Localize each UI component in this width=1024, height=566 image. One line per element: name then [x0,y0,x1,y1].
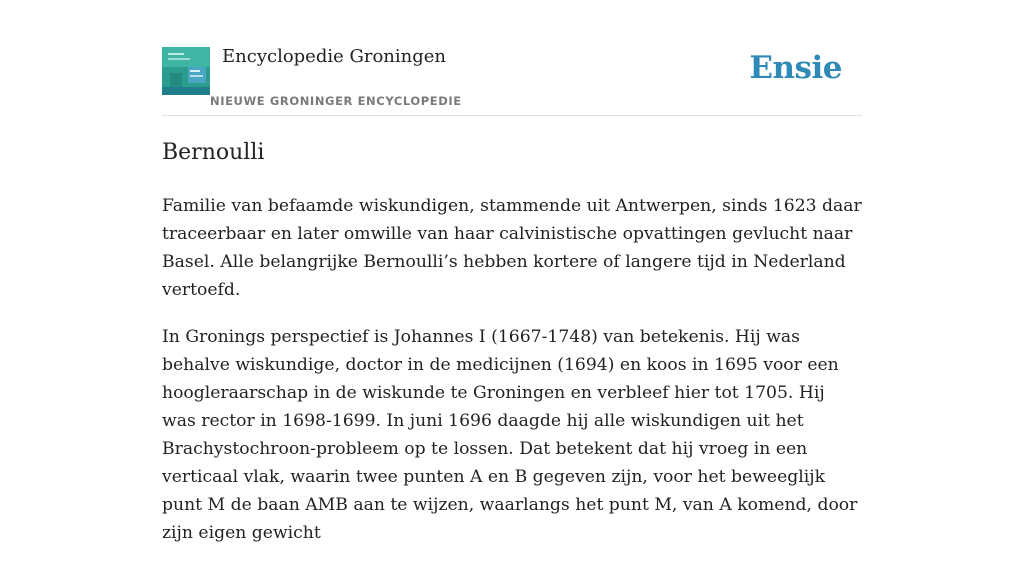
site-logo[interactable] [162,47,210,95]
article-title: Bernoulli [162,140,265,165]
site-title[interactable]: Encyclopedie Groningen [222,46,447,67]
article-body [162,192,862,566]
article-paragraph: Familie van befaamde wiskundigen, stammende uit Antwerpen, sinds 1623 daar traceerbaar en later omwille van haar calvinistische opvattingen gevlucht naar Basel. Alle belangrijke Bernoulli’s hebben kortere of langere tijd in Nederland vertoefd. [162,196,862,300]
content-container [162,0,862,543]
encyclopedia-cover-icon [162,47,210,95]
site-header [162,0,862,116]
article-paragraph: In Gronings perspectief is Johannes I (1667-1748) van betekenis. Hij was behalve wiskundige, doctor in de medicijnen (1694) en koos in 1695 voor een hoogleraarschap in de wiskunde te Groningen en verbleef hier tot 1705. Hij was rector in 1698-1699. In juni 1696 daagde hij alle wiskundigen uit het Brachystochroon-probleem op te lossen. Dat betekent dat hij vroeg in een verticaal vlak, waarin twee punten A en B gegeven zijn, voor het beweeglijk punt M de baan AMB aan te wijzen, waarlangs het punt M, van A komend, door zijn eigen gewicht [162,327,858,543]
ensie-brand-link[interactable]: Ensie [749,50,842,86]
site-subtitle: NIEUWE GRONINGER ENCYCLOPEDIE [210,94,462,108]
